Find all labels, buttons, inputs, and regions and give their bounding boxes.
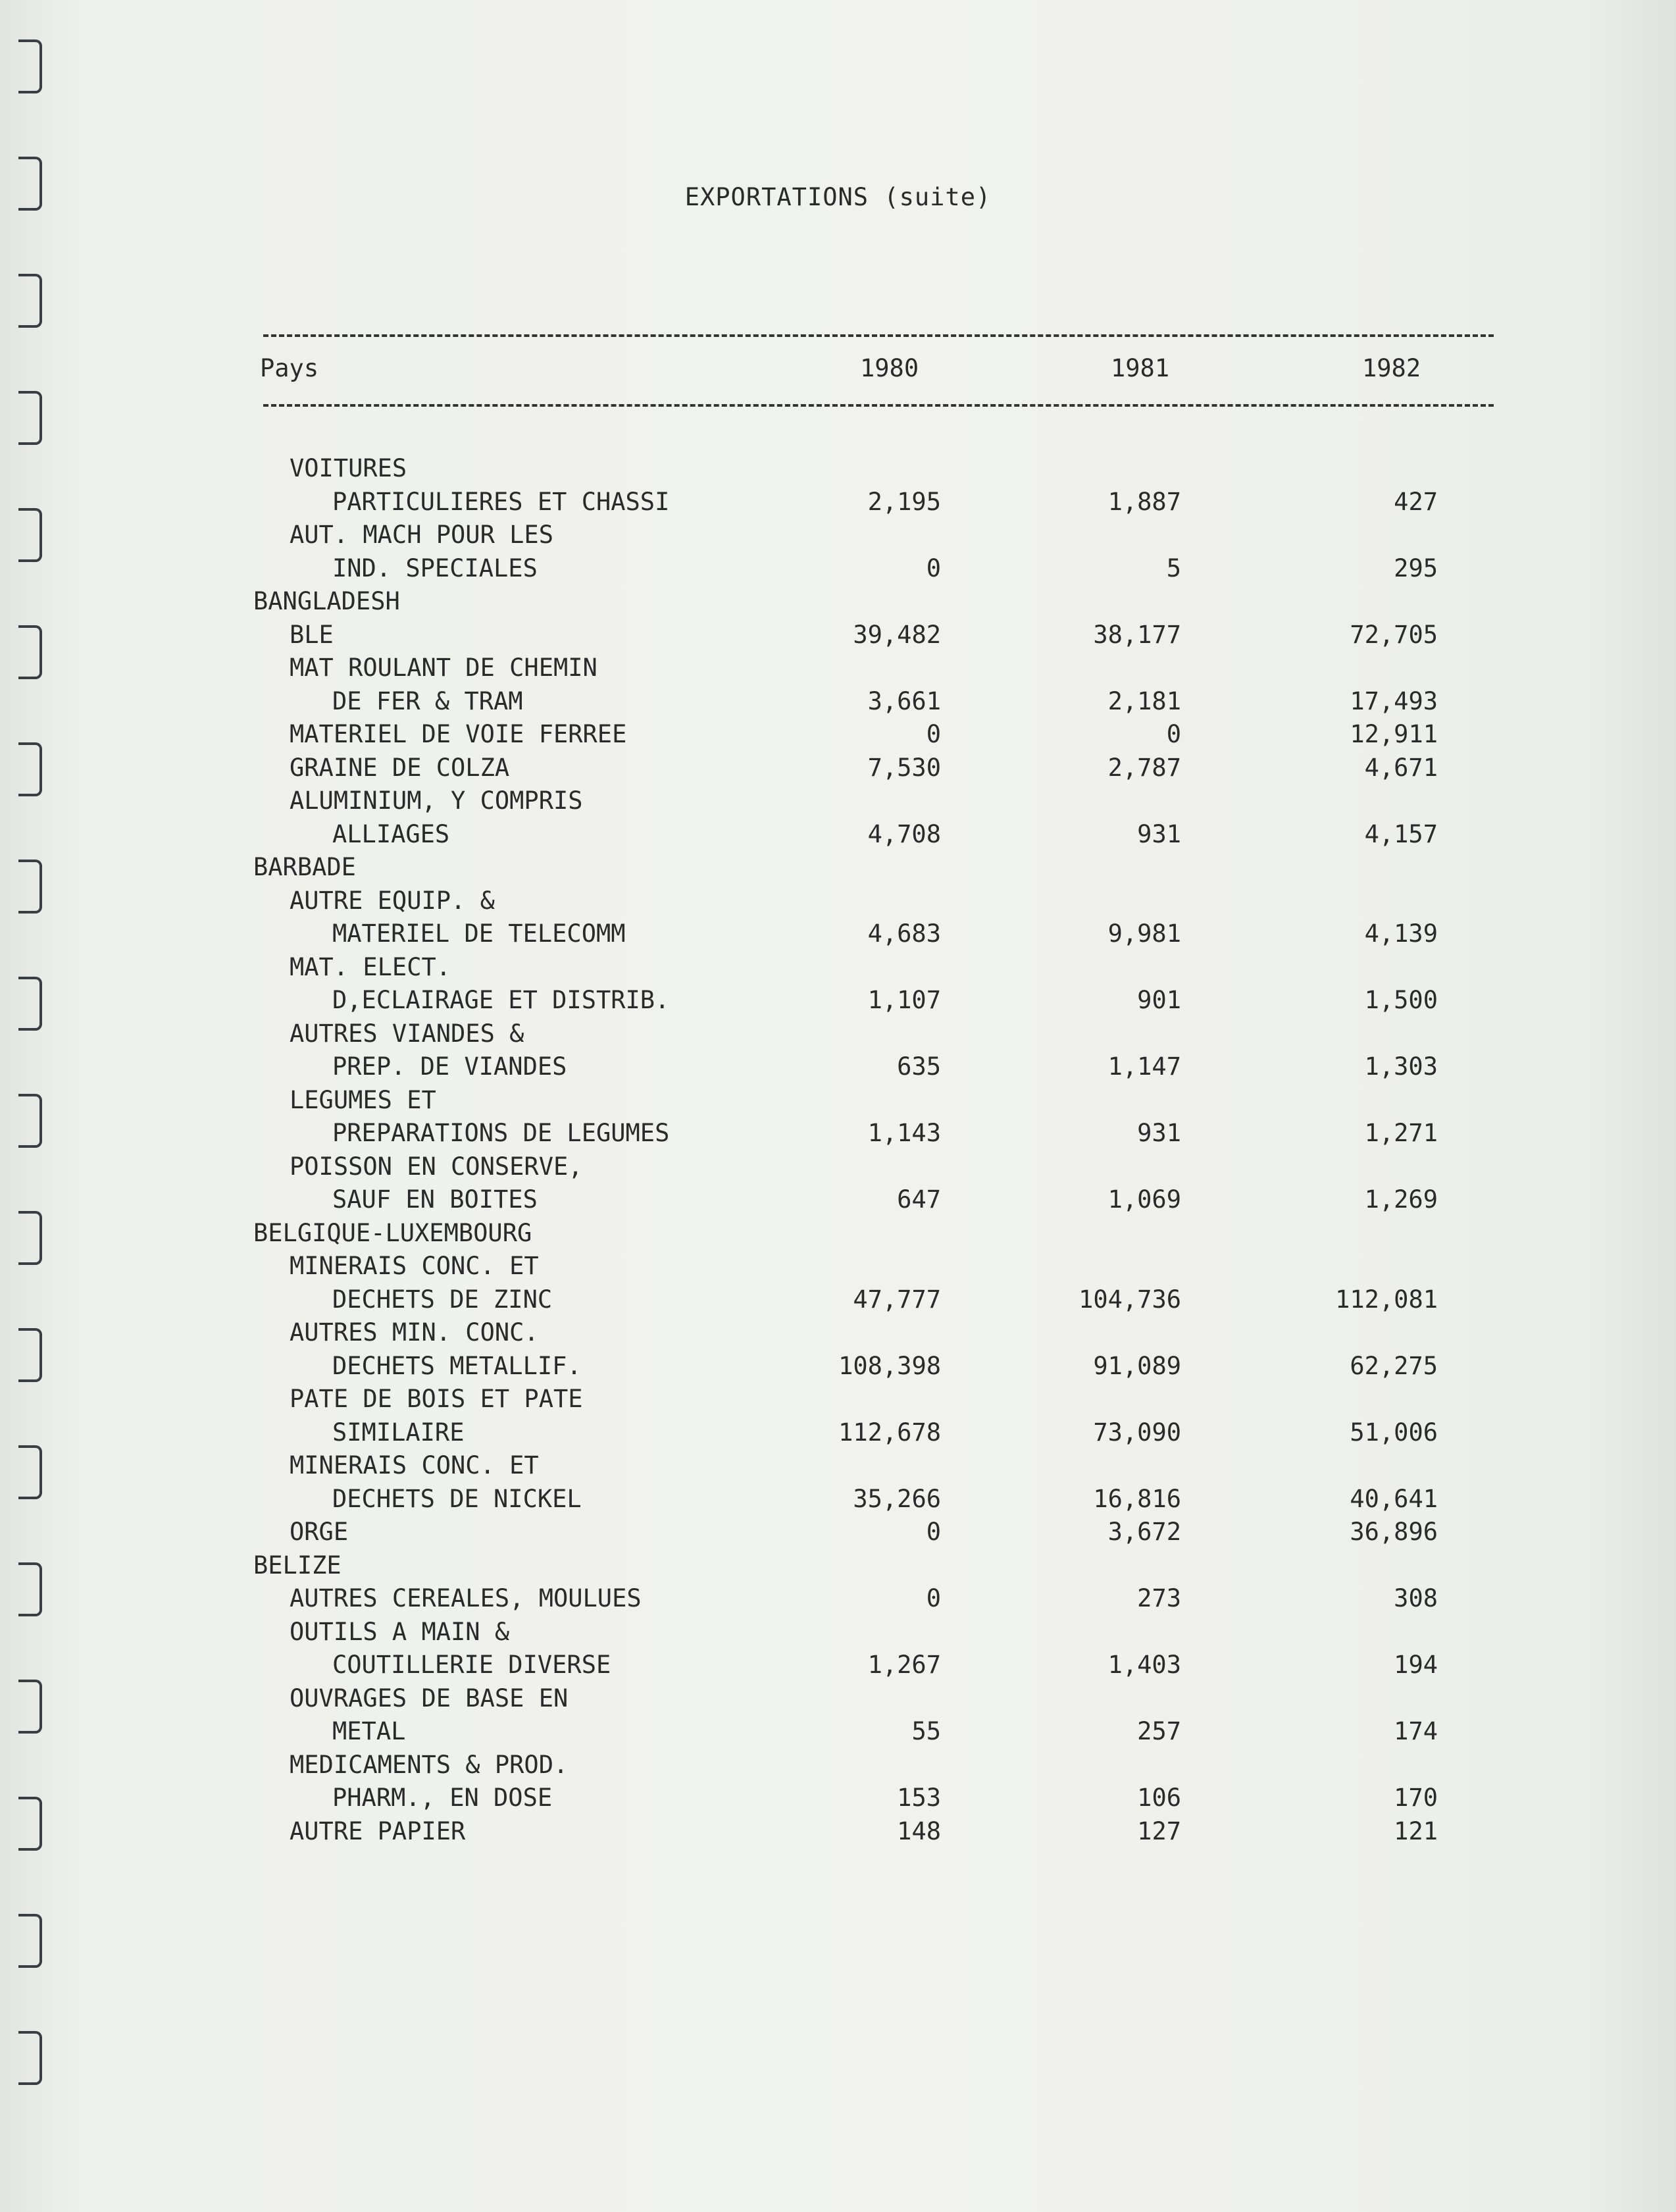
value-1982: 1,271: [1364, 1119, 1438, 1147]
product-label: DECHETS DE NICKEL: [332, 1484, 582, 1513]
binding-ring: [18, 1211, 42, 1265]
value-1980: 4,683: [867, 919, 941, 948]
product-label: DECHETS METALLIF.: [332, 1351, 582, 1380]
value-1981: 16,816: [1093, 1484, 1181, 1513]
value-1980: 635: [897, 1052, 941, 1081]
value-1981: 273: [1137, 1584, 1181, 1612]
product-label: SAUF EN BOITES: [332, 1185, 538, 1214]
product-label: MAT ROULANT DE CHEMIN: [290, 654, 597, 682]
product-label: AUT. MACH POUR LES: [290, 521, 553, 549]
country-name: BANGLADESH: [253, 587, 400, 615]
binding-ring: [18, 391, 42, 445]
value-1981: 5: [1166, 553, 1181, 582]
product-label: AUTRE PAPIER: [290, 1816, 466, 1845]
product-label: ALLIAGES: [332, 819, 450, 848]
value-1982: 72,705: [1350, 620, 1438, 649]
value-1980: 647: [897, 1185, 941, 1214]
value-1982: 4,157: [1364, 819, 1438, 848]
product-label: AUTRE EQUIP. &: [290, 886, 495, 915]
product-label: OUVRAGES DE BASE EN: [290, 1684, 569, 1712]
country-name: BELIZE: [253, 1551, 342, 1580]
product-label: PARTICULIERES ET CHASSI: [332, 487, 670, 516]
product-label: D,ECLAIRAGE ET DISTRIB.: [332, 986, 670, 1014]
product-label: GRAINE DE COLZA: [290, 753, 510, 782]
value-1980: 108,398: [838, 1351, 941, 1380]
product-label: PREP. DE VIANDES: [332, 1052, 567, 1081]
header-1982: 1982: [1362, 354, 1421, 382]
binding-ring: [18, 39, 42, 93]
product-label: DE FER & TRAM: [332, 686, 523, 715]
product-label: POISSON EN CONSERVE,: [290, 1152, 583, 1181]
binding-ring: [18, 274, 42, 328]
binding-ring: [18, 1094, 42, 1148]
value-1982: 194: [1394, 1651, 1438, 1679]
product-label: PREPARATIONS DE LEGUMES: [332, 1119, 670, 1147]
value-1980: 1,267: [867, 1651, 941, 1679]
value-1982: 170: [1394, 1784, 1438, 1812]
product-label: MEDICAMENTS & PROD.: [290, 1750, 569, 1779]
value-1980: 0: [926, 553, 941, 582]
value-1981: 0: [1166, 720, 1181, 748]
product-label: PHARM., EN DOSE: [332, 1784, 553, 1812]
value-1980: 0: [926, 1518, 941, 1546]
binding-ring: [18, 2031, 42, 2085]
value-1981: 127: [1137, 1816, 1181, 1845]
value-1980: 4,708: [867, 819, 941, 848]
value-1982: 174: [1394, 1717, 1438, 1745]
binding-ring: [18, 1680, 42, 1734]
value-1982: 4,139: [1364, 919, 1438, 948]
product-label: AUTRES CEREALES, MOULUES: [290, 1584, 642, 1612]
product-label: LEGUMES ET: [290, 1085, 436, 1114]
product-label: METAL: [332, 1717, 406, 1745]
value-1981: 931: [1137, 819, 1181, 848]
product-label: COUTILLERIE DIVERSE: [332, 1651, 611, 1679]
value-1981: 901: [1137, 986, 1181, 1014]
binding-ring: [18, 625, 42, 679]
product-label: VOITURES: [290, 454, 407, 482]
value-1980: 55: [911, 1717, 941, 1745]
value-1980: 39,482: [853, 620, 941, 649]
value-1981: 257: [1137, 1717, 1181, 1745]
value-1980: 148: [897, 1816, 941, 1845]
value-1981: 9,981: [1107, 919, 1181, 948]
product-label: MATERIEL DE VOIE FERREE: [290, 720, 627, 748]
page-title: EXPORTATIONS (suite): [684, 183, 992, 211]
value-1981: 1,403: [1107, 1651, 1181, 1679]
value-1982: 36,896: [1350, 1518, 1438, 1546]
product-label: BLE: [290, 620, 334, 649]
value-1980: 1,107: [867, 986, 941, 1014]
binding-ring: [18, 1562, 42, 1616]
value-1982: 121: [1394, 1816, 1438, 1845]
product-label: MAT. ELECT.: [290, 952, 451, 981]
value-1982: 62,275: [1350, 1351, 1438, 1380]
value-1981: 3,672: [1107, 1518, 1181, 1546]
header-1981: 1981: [1111, 354, 1170, 382]
value-1982: 12,911: [1350, 720, 1438, 748]
product-label: AUTRES MIN. CONC.: [290, 1318, 539, 1347]
binding-ring: [18, 1445, 42, 1499]
value-1980: 35,266: [853, 1484, 941, 1513]
value-1981: 73,090: [1093, 1418, 1181, 1447]
value-1980: 0: [926, 720, 941, 748]
value-1982: 1,269: [1364, 1185, 1438, 1214]
product-label: MINERAIS CONC. ET: [290, 1451, 539, 1479]
value-1981: 91,089: [1093, 1351, 1181, 1380]
product-label: OUTILS A MAIN &: [290, 1617, 510, 1646]
value-1981: 2,787: [1107, 753, 1181, 782]
country-name: BARBADE: [253, 853, 356, 881]
value-1980: 7,530: [867, 753, 941, 782]
header-pays: Pays: [260, 354, 319, 382]
value-1980: 1,143: [867, 1119, 941, 1147]
binding-ring: [18, 508, 42, 562]
value-1982: 40,641: [1350, 1484, 1438, 1513]
country-name: BELGIQUE-LUXEMBOURG: [253, 1218, 532, 1247]
value-1981: 106: [1137, 1784, 1181, 1812]
value-1982: 51,006: [1350, 1418, 1438, 1447]
value-1980: 0: [926, 1584, 941, 1612]
value-1981: 104,736: [1079, 1285, 1181, 1314]
value-1980: 2,195: [867, 487, 941, 516]
value-1982: 1,500: [1364, 986, 1438, 1014]
product-label: DECHETS DE ZINC: [332, 1285, 553, 1314]
binding-ring: [18, 1797, 42, 1851]
value-1980: 3,661: [867, 686, 941, 715]
product-label: MATERIEL DE TELECOMM: [332, 919, 626, 948]
value-1980: 112,678: [838, 1418, 941, 1447]
header-top-rule: [263, 334, 1494, 337]
product-label: AUTRES VIANDES &: [290, 1019, 524, 1048]
value-1981: 931: [1137, 1119, 1181, 1147]
value-1982: 17,493: [1350, 686, 1438, 715]
binding-ring: [18, 1914, 42, 1968]
value-1981: 1,147: [1107, 1052, 1181, 1081]
binding-ring: [18, 1328, 42, 1382]
header-1980: 1980: [860, 354, 919, 382]
value-1982: 112,081: [1335, 1285, 1438, 1314]
product-label: IND. SPECIALES: [332, 553, 538, 582]
value-1982: 4,671: [1364, 753, 1438, 782]
value-1980: 47,777: [853, 1285, 941, 1314]
binding-ring: [18, 977, 42, 1031]
value-1982: 295: [1394, 553, 1438, 582]
spiral-binding: [18, 39, 45, 2178]
value-1981: 2,181: [1107, 686, 1181, 715]
value-1982: 308: [1394, 1584, 1438, 1612]
product-label: PATE DE BOIS ET PATE: [290, 1385, 583, 1413]
product-label: ALUMINIUM, Y COMPRIS: [290, 786, 583, 815]
binding-ring: [18, 860, 42, 913]
binding-ring: [18, 742, 42, 796]
value-1981: 1,887: [1107, 487, 1181, 516]
value-1981: 38,177: [1093, 620, 1181, 649]
product-label: ORGE: [290, 1518, 349, 1546]
value-1981: 1,069: [1107, 1185, 1181, 1214]
value-1980: 153: [897, 1784, 941, 1812]
product-label: SIMILAIRE: [332, 1418, 465, 1447]
value-1982: 1,303: [1364, 1052, 1438, 1081]
header-bottom-rule: [263, 404, 1494, 407]
value-1982: 427: [1394, 487, 1438, 516]
product-label: MINERAIS CONC. ET: [290, 1252, 539, 1280]
